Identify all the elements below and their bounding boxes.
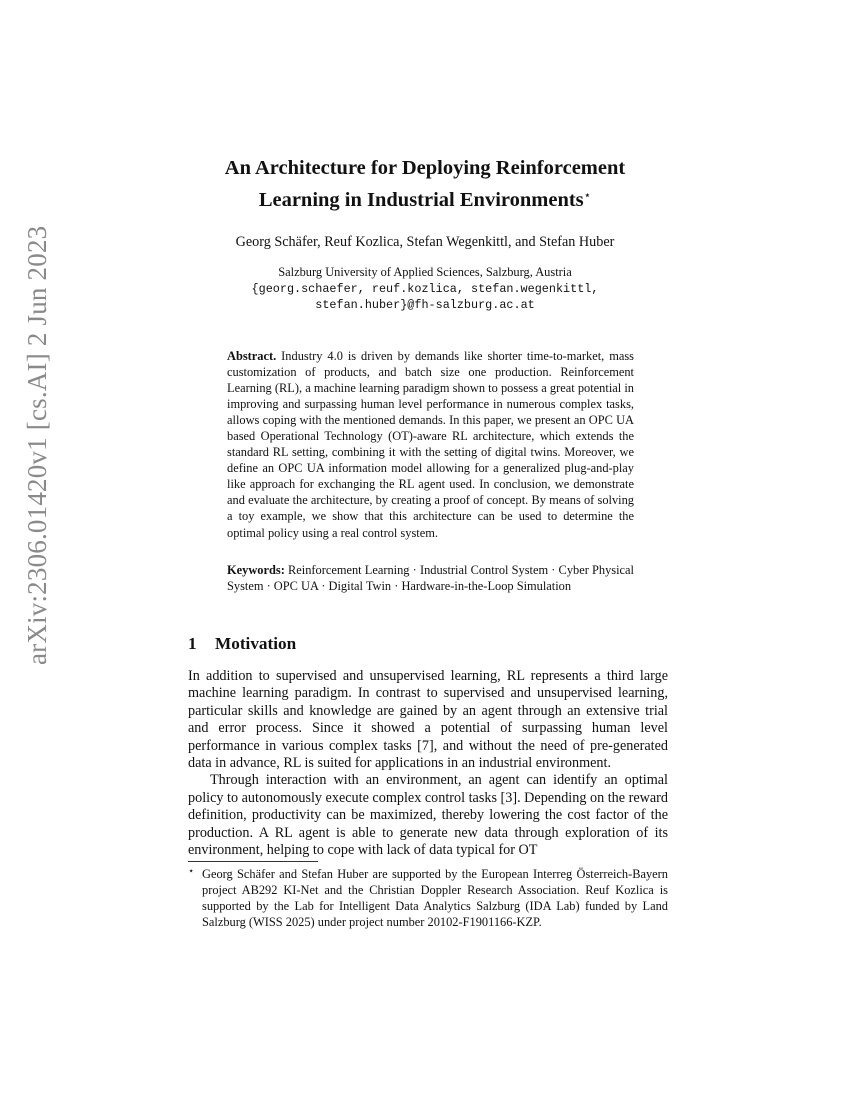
author-list: Georg Schäfer, Reuf Kozlica, Stefan Wegenkittl, and Stefan Huber [235,234,615,250]
affiliation-block [150,264,700,314]
title-line-2 [150,182,700,214]
section-body [188,668,668,859]
abstract [227,348,634,541]
paragraph: Through interaction with an environment, an agent can identify an optimal policy to autonomously execute complex control tasks [3]. Depending on the reward definition, productivity can be maximized, thereby lowering the cost factor of the production. A RL agent is able to generate new data through exploration of its environment, helping to cope with lack of data typical for OT [188,772,668,859]
title-footnote-mark: ⋆ [583,188,592,202]
institution: Salzburg University of Applied Sciences, Salzburg, Austria [278,265,572,279]
abstract-text: Industry 4.0 is driven by demands like shorter time-to-market, mass customization of products, and batch size one production. Reinforcement Learning (RL), a machine learning paradigm shown to possess a great potential in improving and surpassing human level performance in numerous complex tasks, allows coping with the mentioned demands. In this paper, we present an OPC UA based Operational Technology (OT)-aware RL architecture, which extends the standard RL setting, combining it with the setting of digital twins. Moreover, we define an OPC UA information model allowing for a generalized plug-and-play like approach for exchanging the RL agent used. In conclusion, we demonstrate and evaluate the architecture, by creating a proof of concept. By means of solving a toy example, we show that this architecture can be used to determine the optimal policy using a real control system. [227,349,634,540]
paragraph: In addition to supervised and unsupervised learning, RL represents a third large machine learning paradigm. In contrast to supervised and unsupervised learning, particular skills and knowledge are gained by an agent through an extensive trial and error process. Since it showed a potential of surpassing human level performance in various complex tasks [7], and without the need of pre-generated data in advance, RL is suited for applications in an industrial environment. [188,668,668,772]
footnote-rule [188,861,318,862]
footnote-text: Georg Schäfer and Stefan Huber are supported by the European Interreg Österreich-Bayern project AB292 KI-Net and the Christian Doppler Research Association. Reuf Kozlica is supported by the Lab for Intelligent Data Analytics Salzburg (IDA Lab) funded by Land Salzburg (WISS 2025) under project number 20102-F1901166-KZP. [202,867,668,930]
keywords-label: Keywords: [227,563,285,577]
footnote-mark: ⋆ [188,866,195,877]
section-heading [188,634,296,654]
title-line-1: An Architecture for Deploying Reinforcement [224,157,626,179]
keywords [227,562,634,594]
arxiv-identifier-stamp: arXiv:2306.01420v1 [cs.AI] 2 Jun 2023 [22,225,52,665]
emails-line-2: stefan.huber}@fh-salzburg.ac.at [315,298,535,312]
section-title: Motivation [215,634,297,653]
paper-title [150,155,700,214]
footnote [188,866,668,930]
abstract-label: Abstract. [227,349,277,363]
title-line-2-text: Learning in Industrial Environments [258,189,584,211]
emails-line-1: {georg.schaefer, reuf.kozlica, stefan.wegenkittl, [251,281,599,296]
section-number: 1 [188,634,197,653]
keywords-text: Reinforcement Learning · Industrial Control System · Cyber Physical System · OPC UA · Digital Twin · Hardware-in-the-Loop Simulation [227,563,634,594]
